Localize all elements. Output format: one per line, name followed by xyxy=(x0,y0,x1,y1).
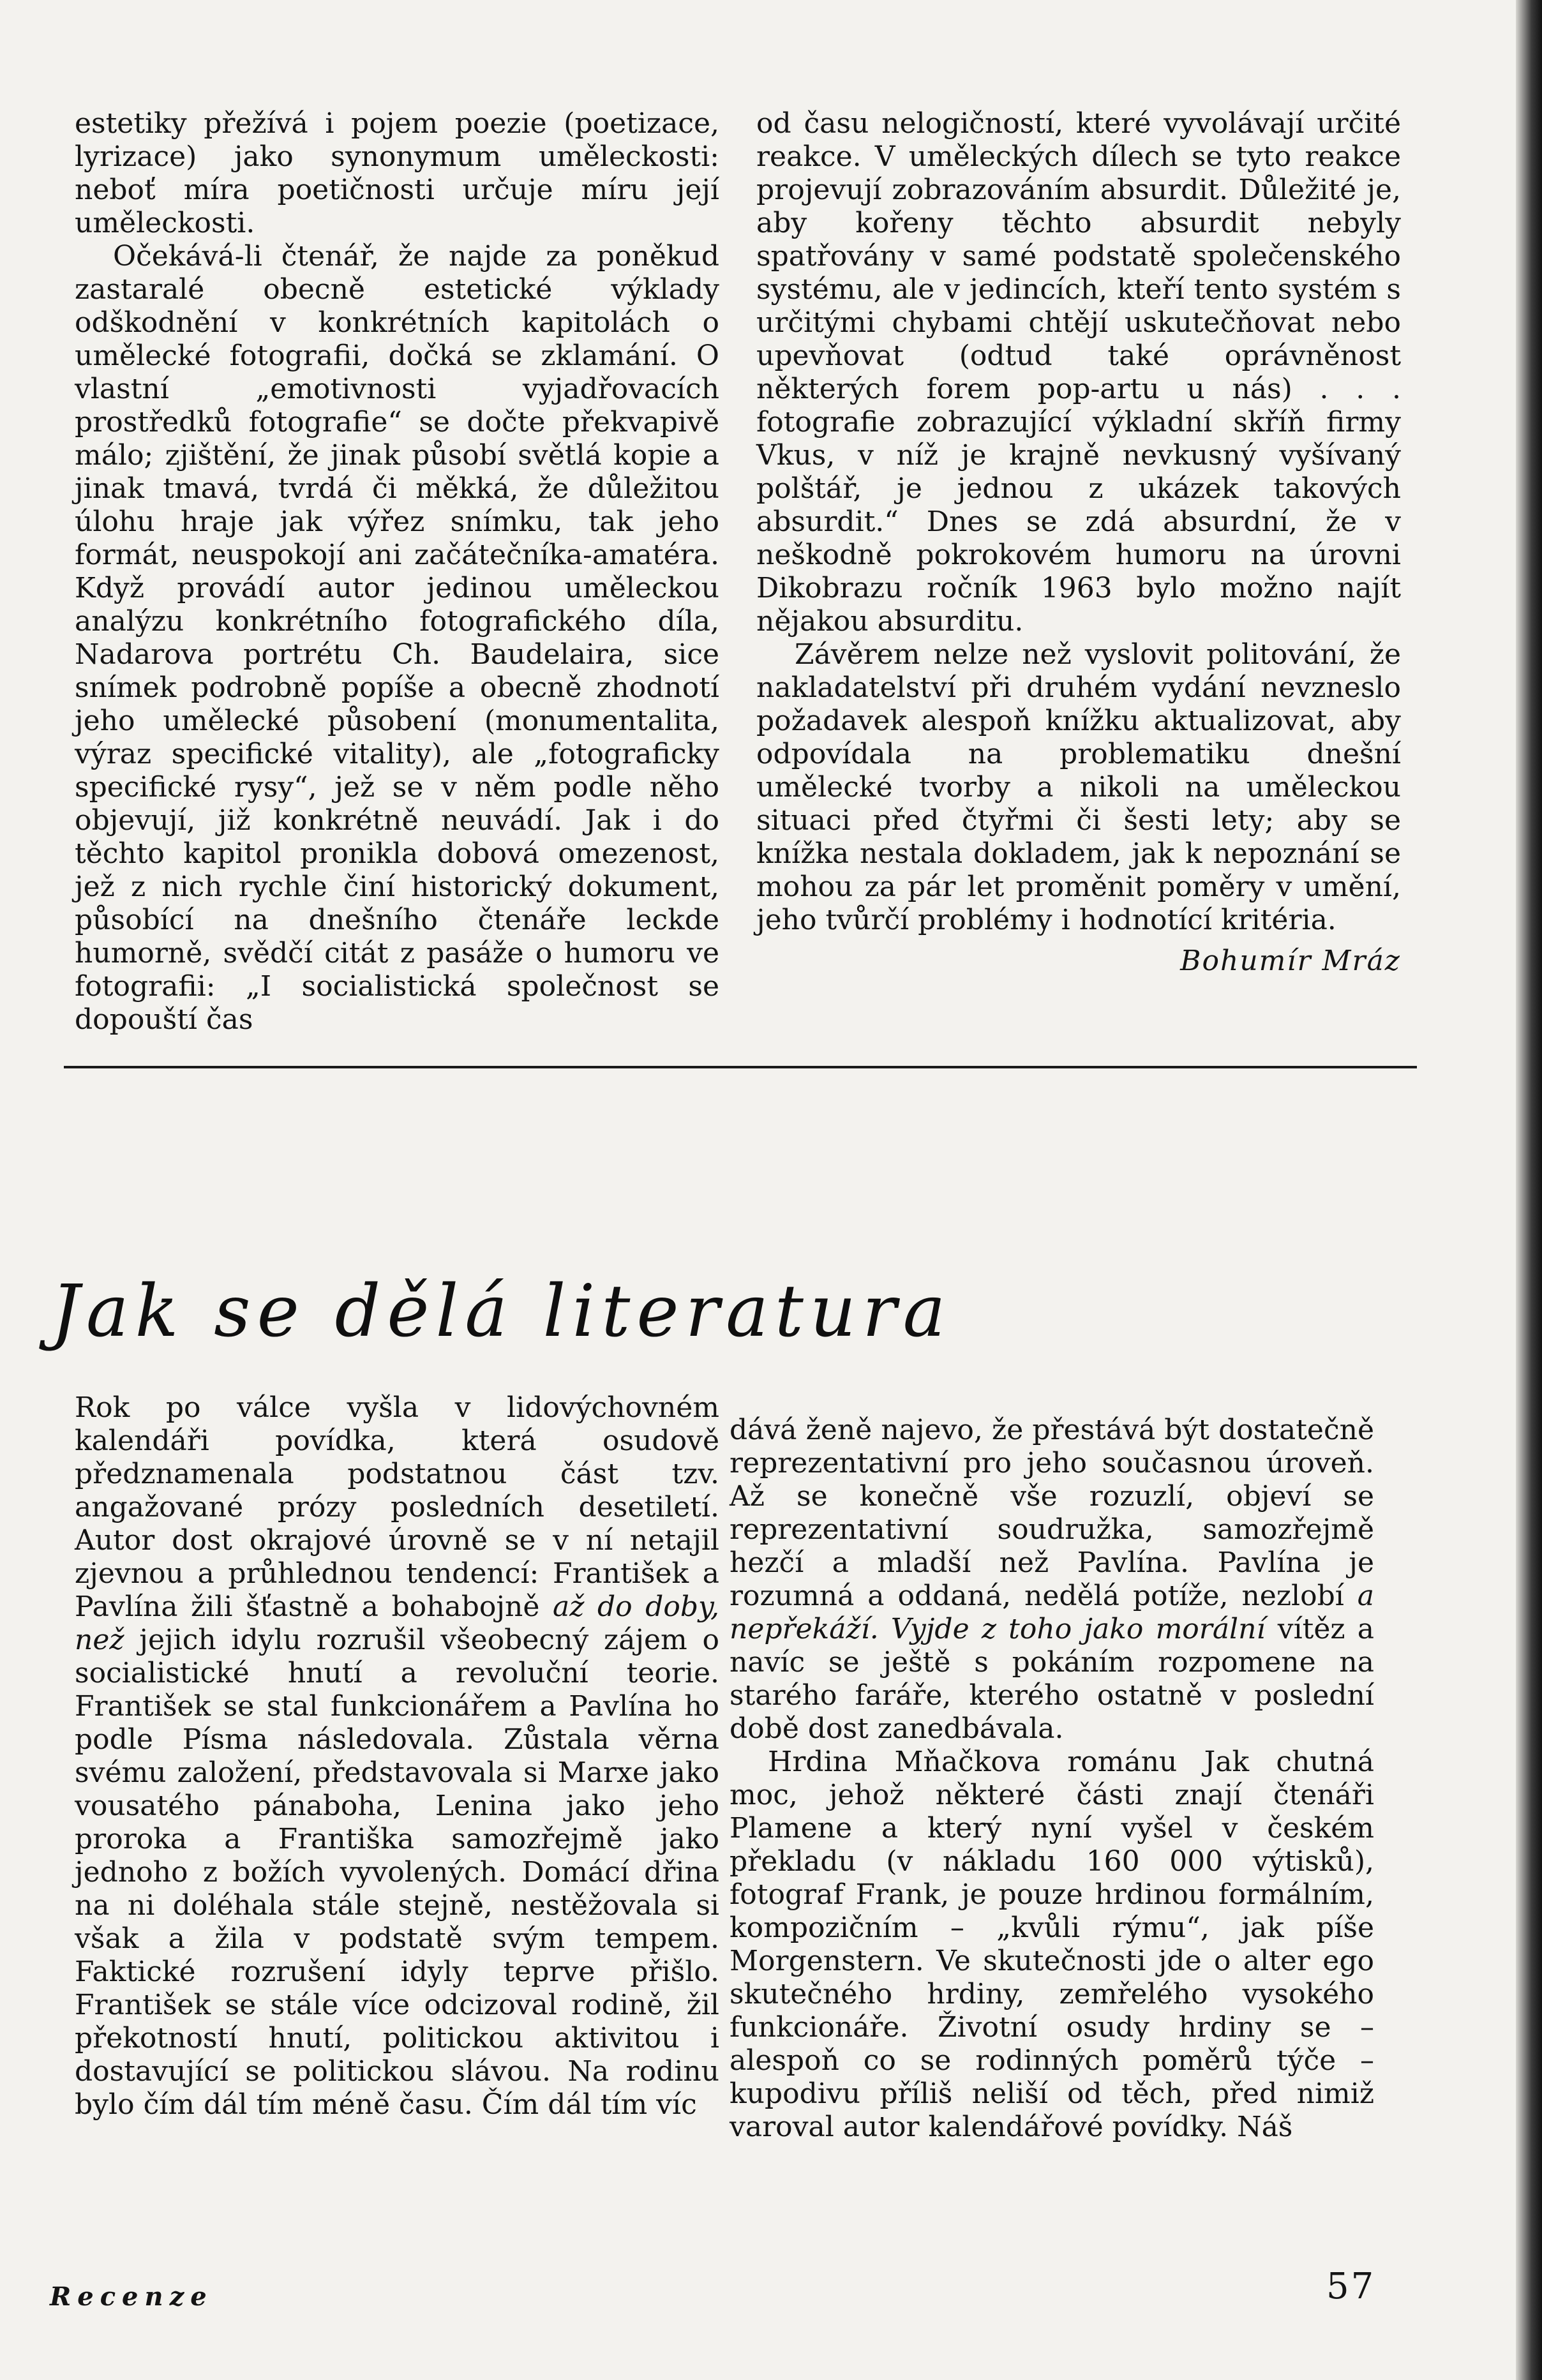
review-paragraph: Očekává-li čtenář, že najde za poněkud zastaralé obecně estetické výklady odškodnění v konkrétních kapitolách o umělecké fotografii, dočká se zklamání. O vlastní „emotivnosti vyjadřovacích prostředků fotografie“ se dočte překvapivě málo; zjištění, že jinak působí světlá kopie a jinak tmavá, tvrdá či měkká, že důležitou úlohu hraje jak výřez snímku, tak jeho formát, neuspokojí ani začátečníka-amatéra. Když provádí autor jedinou uměleckou analýzu konkrétního fotografického díla, Nadarova portrétu Ch. Baudelaira, sice snímek podrobně popíše a obecně zhodnotí jeho umělecké působení (monumentalita, výraz specifické vitality), ale „fotograficky specifické rysy“, jež se v něm podle něho objevují, již konkrétně neuvádí. Jak i do těchto kapitol pronikla dobová omezenost, jež z nich rychle činí historický dokument, působící na dnešního čtenáře leckde humorně, svědčí citát z pasáže o humoru ve fotografii: „I socialistická společnost se dopouští čas xyxy=(75,240,719,1036)
review-column-right xyxy=(756,107,1401,978)
review-paragraph: estetiky přežívá i pojem poezie (poetizace, lyrizace) jako synonymum uměleckosti: neboť míra poetičnosti určuje míru její uměleckosti. xyxy=(75,107,719,239)
review-paragraph: Závěrem nelze než vyslovit politování, že nakladatelství při druhém vydání nevzneslo požadavek alespoň knížku aktualizovat, aby odpovídala na problematiku dnešní umělecké tvorby a nikoli na uměleckou situaci před čtyřmi či šesti lety; aby se knížka nestala dokladem, jak k nepoznání se mohou za pár let proměnit poměry v umění, jeho tvůrčí problémy i hodnotící kritéria. xyxy=(756,638,1401,936)
article-column-left xyxy=(75,1391,719,2122)
article-emphasis: a nepřekáží. Vyjde z toho jako morální xyxy=(730,1580,1374,1645)
article-text: dává ženě najevo, že přestává být dostatečně reprezentativní pro jeho současnou úroveň. Až se konečně vše rozuzlí, objeví se reprezentativní soudružka, samozřejmě hezčí a mladší než Pavlína. Pavlína je rozumná a oddaná, nedělá potíže, nezlobí xyxy=(730,1414,1374,1612)
article-paragraph xyxy=(75,1391,719,2122)
article-text: vítěz a navíc se ještě s pokáním rozpomene na starého faráře, kterého ostatně v poslední době dost zanedbávala. xyxy=(730,1613,1374,1745)
footer-section-label: Recenze xyxy=(50,2282,213,2312)
article-column-right xyxy=(730,1414,1374,2144)
review-author-signature: Bohumír Mráz xyxy=(1180,945,1401,977)
article-text: Rok po válce vyšla v lidovýchovném kalendáři povídka, která osudově předznamenala podstatnou část tzv. angažované prózy posledních desetiletí. Autor dost okrajové úrovně se v ní netajil zjevnou a průhlednou tendencí: František a Pavlína žili šťastně a bohabojně xyxy=(75,1391,719,1623)
review-column-left xyxy=(75,107,719,1037)
page-number: 57 xyxy=(1326,2266,1376,2307)
article-title: Jak se dělá literatura xyxy=(51,1270,952,1353)
article-text: jejich idylu rozrušil všeobecný zájem o socialistické hnutí a revoluční teorie. František se stal funkcionářem a Pavlína ho podle Písma následovala. Zůstala věrna svému založení, představovala si Marxe jako vousatého pánaboha, Lenina jako jeho proroka a Františka samozřejmě jako jednoho z božích vyvolených. Domácí dřina na ni doléhala stále stejně, nestěžovala si však a žila v podstatě svým tempem. Faktické rozrušení idyly teprve přišlo. František se stále více odcizoval rodině, žil překotností hnutí, politickou aktivitou i dostavující se politickou slávou. Na rodinu bylo čím dál tím méně času. Čím dál tím víc xyxy=(75,1624,719,2121)
article-paragraph xyxy=(730,1414,1374,1746)
article-emphasis: až do doby, než xyxy=(75,1590,720,1656)
review-paragraph: od času nelogičností, které vyvolávají určité reakce. V uměleckých dílech se tyto reakce projevují zobrazováním absurdit. Důležité je, aby kořeny těchto absurdit nebyly spatřovány v samé podstatě společenského systému, ale v jedincích, kteří tento systém s určitými chybami chtějí uskutečňovat nebo upevňovat (odtud také oprávněnost některých forem pop-artu u nás) . . . fotografie zobrazující výkladní skříň firmy Vkus, v níž je krajně nevkusný vyšívaný polštář, je jednou z ukázek takových absurdit.“ Dnes se zdá absurdní, že v neškodně pokrokovém humoru na úrovni Dikobrazu ročník 1963 bylo možno najít nějakou absurditu. xyxy=(756,107,1401,638)
page-edge-shadow xyxy=(1516,0,1542,2380)
section-divider-rule xyxy=(64,1066,1417,1068)
article-paragraph: Hrdina Mňačkova románu Jak chutná moc, jehož některé části znají čtenáři Plamene a který nyní vyšel v českém překladu (v nákladu 160 000 výtisků), fotograf Frank, je pouze hrdinou formálním, kompozičním – „kvůli rýmu“, jak píše Morgenstern. Ve skutečnosti jde o alter ego skutečného hrdiny, zemřelého vysokého funkcionáře. Životní osudy hrdiny se – alespoň co se rodinných poměrů týče – kupodivu příliš neliší od těch, před nimiž varoval autor kalendářové povídky. Náš xyxy=(730,1746,1374,2143)
